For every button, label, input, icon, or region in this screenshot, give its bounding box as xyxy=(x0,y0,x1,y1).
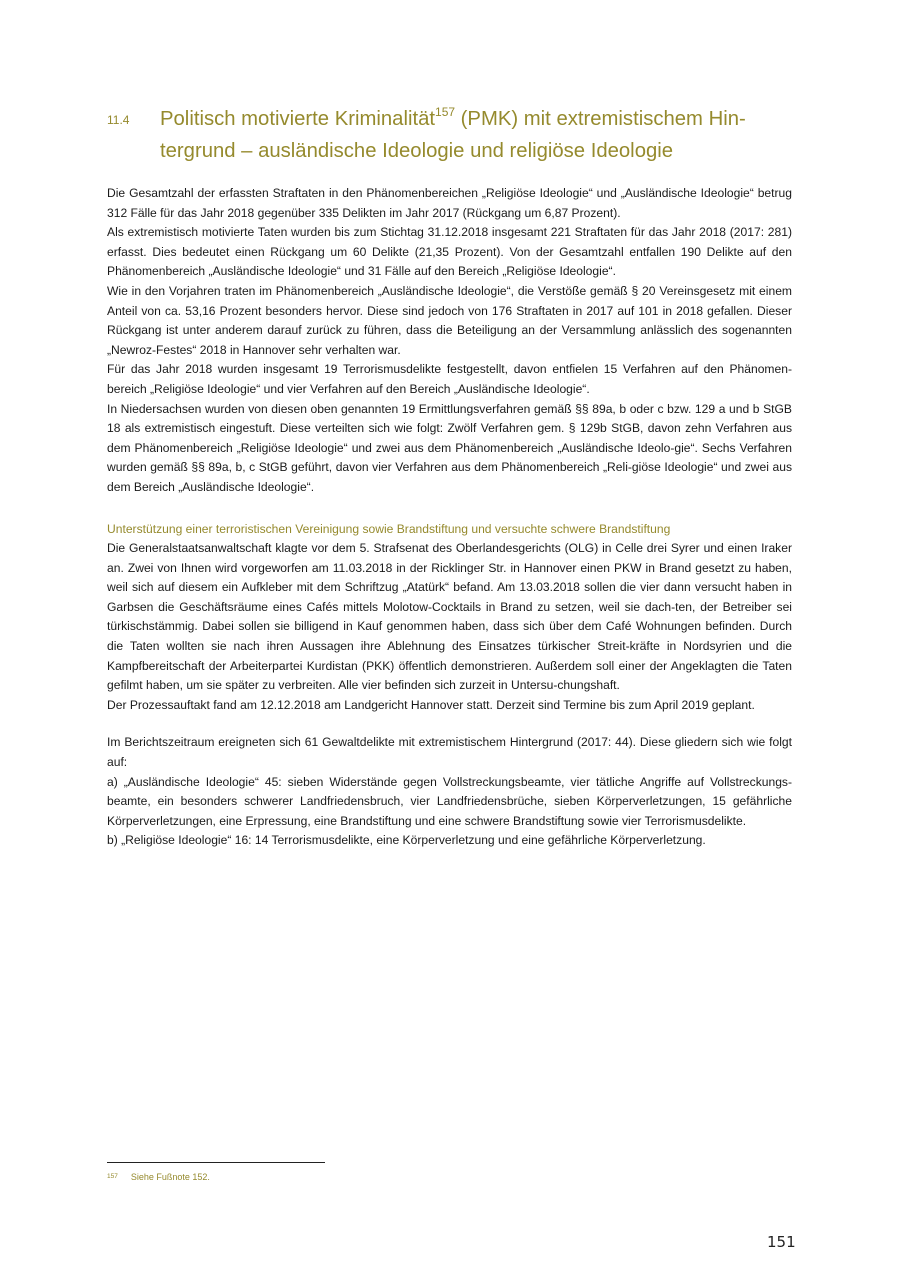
paragraph: In Niedersachsen wurden von diesen oben genannten 19 Ermittlungsverfahren gemäß §§ 89a, b oder c bzw. 129 a und b StGB 18 als extremistisch eingestuft. Diese verteilten sich wie folgt: Zwölf Verfahren gem. § 129b StGB, davon zehn Verfahren aus dem Phänomenbereich „Religiöse Ideologie“ und zwei aus dem Phänomenbereich „Ausländische Ideolo-gie“. Sechs Verfahren wurden gemäß §§ 89a, b, c StGB geführt, davon vier Verfahren aus dem Phänomenbereich „Reli-giöse Ideologie“ und zwei aus dem Bereich „Ausländische Ideologie“. xyxy=(107,401,792,494)
paragraph: Wie in den Vorjahren traten im Phänomenbereich „Ausländische Ideologie“, die Verstöße gemäß § 20 Vereinsgesetz mit einem Anteil von ca. 53,16 Prozent besonders hervor. Diese sind jedoch von 176 Straftaten in 2017 auf 101 in 2018 gefallen. Dieser Rückgang ist unter anderem darauf zurück zu führen, dass die Beteiligung an der Versammlung anlässlich des sogenannten „Newroz-Festes“ 2018 in Hannover sehr verhalten war. xyxy=(107,283,792,357)
section-title-text-continued: (PMK) mit extremistischem Hin-tergrund – ausländische Ideologie und religiöse Ideologie xyxy=(160,108,746,162)
list-item: a) „Ausländische Ideologie“ 45: sieben Widerstände gegen Vollstreckungsbeamte, vier tätliche Angriffe auf Vollstreckungs-beamte, ein besonders schwerer Landfriedensbruch, vier Landfriedensbrüche, sieben Körperverletzungen, 15 gefährliche Körperverletzungen, eine Erpressung, eine Brandstiftung und eine schwere Brandstiftung sowie vier Terrorismusdelikte. xyxy=(107,774,792,828)
footnote-reference[interactable]: 157 xyxy=(435,105,456,119)
paragraph: Die Generalstaatsanwaltschaft klagte vor dem 5. Strafsenat des Oberlandesgerichts (OLG) in Celle drei Syrer und einen Iraker an. Zwei von Ihnen wird vorgeworfen am 11.03.2018 in der Ricklinger Str. in Hannover einen PKW in Brand gesetzt zu haben, weil sich auf diesem ein Aufkleber mit dem Schriftzug „Atatürk“ befand. Am 13.03.2018 sollen die vier dann versucht haben in Garbsen die Geschäftsräume eines Cafés mittels Molotow-Cocktails in Brand zu setzen, weil sie dach-ten, der Betreiber sei türkischstämmig. Dabei sollen sie billigend in Kauf genommen haben, dass sich über dem Café Wohnungen befinden. Durch die Taten wollten sie nach ihren Aussagen ihre Ablehnung des Einsatzes türkischer Streit-kräfte in Nordsyrien und die Kampfbereitschaft der Arbeiterpartei Kurdistan (PKK) öffentlich demonstrieren. Außerdem soll einer der Angeklagten die Taten gefilmt haben, um sie später zu verbreiten. Alle vier befinden sich zurzeit in Untersu-chungshaft. xyxy=(107,541,792,693)
footnote-divider xyxy=(107,1162,325,1163)
subsection-heading: Unterstützung einer terroristischen Vereinigung sowie Brandstiftung und versuchte schwere Brandstiftung xyxy=(107,521,671,536)
list-item: b) „Religiöse Ideologie“ 16: 14 Terrorismusdelikte, eine Körperverletzung und eine gefährliche Körperverletzung. xyxy=(107,833,706,848)
footnote xyxy=(107,1172,210,1182)
section-title-text: Politisch motivierte Kriminalität xyxy=(160,108,436,130)
paragraph: Im Berichtszeitraum ereigneten sich 61 Gewaltdelikte mit extremistischem Hintergrund (2017: 44). Diese gliedern sich wie folgt auf: xyxy=(107,735,792,770)
body-text xyxy=(107,184,792,851)
paragraph: Für das Jahr 2018 wurden insgesamt 19 Terrorismusdelikte festgestellt, davon entfielen 15 Verfahren auf den Phänomen-bereich „Religiöse Ideologie“ und vier Verfahren auf den Bereich „Ausländische Ideologie“. xyxy=(107,362,792,396)
section-title xyxy=(160,104,800,166)
page-number: 151 xyxy=(767,1233,796,1251)
section-number: 11.4 xyxy=(107,113,130,127)
footnote-text: Siehe Fußnote 152. xyxy=(130,1172,210,1182)
paragraph: Der Prozessauftakt fand am 12.12.2018 am Landgericht Hannover statt. Derzeit sind Termine bis zum April 2019 geplant. xyxy=(107,697,755,712)
footnote-number: 157 xyxy=(107,1173,118,1180)
paragraph: Als extremistisch motivierte Taten wurden bis zum Stichtag 31.12.2018 insgesamt 221 Straftaten für das Jahr 2018 (2017: 281) erfasst. Dies bedeutet einen Rückgang um 60 Delikte (21,35 Prozent). Von der Gesamtzahl entfallen 190 Delikte auf den Phänomenbereich „Ausländische Ideologie“ und 31 Fälle auf den Bereich „Religiöse Ideologie“. xyxy=(107,225,792,279)
paragraph: Die Gesamtzahl der erfassten Straftaten in den Phänomenbereichen „Religiöse Ideologie“ und „Ausländische Ideologie“ betrug 312 Fälle für das Jahr 2018 gegenüber 335 Delikten im Jahr 2017 (Rückgang um 6,87 Prozent). xyxy=(107,186,792,220)
